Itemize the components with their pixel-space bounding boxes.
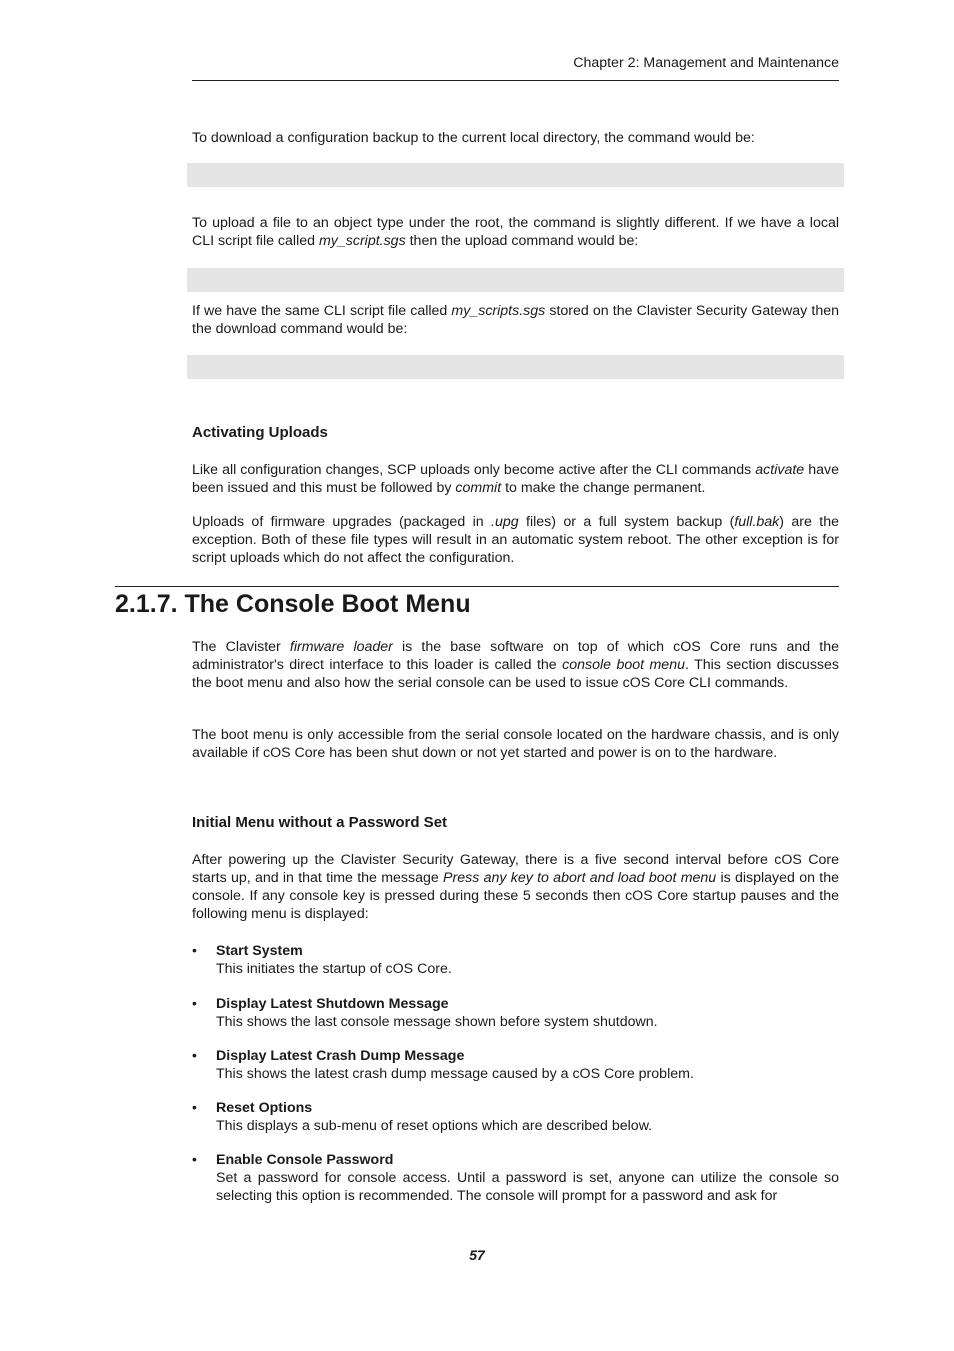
bullet-icon: • <box>192 995 197 1011</box>
heading-activating-uploads: Activating Uploads <box>192 424 328 441</box>
running-header: Chapter 2: Management and Maintenance <box>573 55 839 71</box>
list-item-title: Reset Options <box>216 1100 313 1116</box>
heading-initial-menu: Initial Menu without a Password Set <box>192 814 448 831</box>
list-item-desc: This displays a sub-menu of reset options which are described below. <box>216 1118 653 1134</box>
list-item-title: Display Latest Crash Dump Message <box>216 1048 465 1064</box>
section-rule <box>115 586 839 587</box>
paragraph-activating-2: Uploads of firmware upgrades (packaged in .upg files) or a full system backup (full.bak) are the exception. Both of these file types will result in an automatic system reboot. The other exception is for script uploads which do not affect the configuration. <box>192 514 839 566</box>
list-item-title: Start System <box>216 943 303 959</box>
header-rule <box>192 80 839 81</box>
page-number: 57 <box>469 1247 485 1263</box>
list-item <box>216 1151 839 1205</box>
section-title: 2.1.7. The Console Boot Menu <box>115 590 471 618</box>
list-item <box>216 942 839 978</box>
list-item-desc: This shows the latest crash dump message caused by a cOS Core problem. <box>216 1066 694 1082</box>
paragraph-upload-script: To upload a file to an object type under the root, the command is slightly different. If we have a local CLI script file called my_script.sgs then the upload command would be: <box>192 215 839 249</box>
paragraph-boot-menu-access: The boot menu is only accessible from the serial console located on the hardware chassis, and is only available if cOS Core has been shut down or not yet started and power is on to the hardware. <box>192 727 839 761</box>
code-block-download-script <box>187 355 844 379</box>
list-item <box>216 1047 839 1083</box>
list-item-desc: This initiates the startup of cOS Core. <box>216 961 452 977</box>
paragraph-boot-menu-intro: The Clavister firmware loader is the base software on top of which cOS Core runs and the administrator's direct interface to this loader is called the console boot menu. This section discusses the boot menu and also how the serial console can be used to issue cOS Core CLI commands. <box>192 639 839 691</box>
paragraph-download-backup: To download a configuration backup to the current local directory, the command would be: <box>192 130 755 146</box>
bullet-icon: • <box>192 942 197 958</box>
paragraph-initial-menu: After powering up the Clavister Security Gateway, there is a five second interval before cOS Core starts up, and in that time the message Press any key to abort and load boot menu is displayed on the console. If any console key is pressed during these 5 seconds then cOS Core startup pauses and the following menu is displayed: <box>192 852 839 922</box>
list-item-title: Display Latest Shutdown Message <box>216 996 449 1012</box>
list-item <box>216 995 839 1031</box>
code-block-download-backup <box>187 163 844 187</box>
bullet-icon: • <box>192 1151 197 1167</box>
paragraph-activating-1: Like all configuration changes, SCP uploads only become active after the CLI commands activate have been issued and this must be followed by commit to make the change permanent. <box>192 462 839 496</box>
code-block-upload-script <box>187 268 844 292</box>
list-item-desc: This shows the last console message shown before system shutdown. <box>216 1014 658 1030</box>
list-item-desc: Set a password for console access. Until a password is set, anyone can utilize the console so selecting this option is recommended. The console will prompt for a password and ask for <box>216 1170 839 1204</box>
bullet-icon: • <box>192 1047 197 1063</box>
list-item <box>216 1099 839 1135</box>
paragraph-download-script: If we have the same CLI script file called my_scripts.sgs stored on the Clavister Security Gateway then the download command would be: <box>192 303 840 337</box>
list-item-title: Enable Console Password <box>216 1152 394 1168</box>
bullet-icon: • <box>192 1099 197 1115</box>
